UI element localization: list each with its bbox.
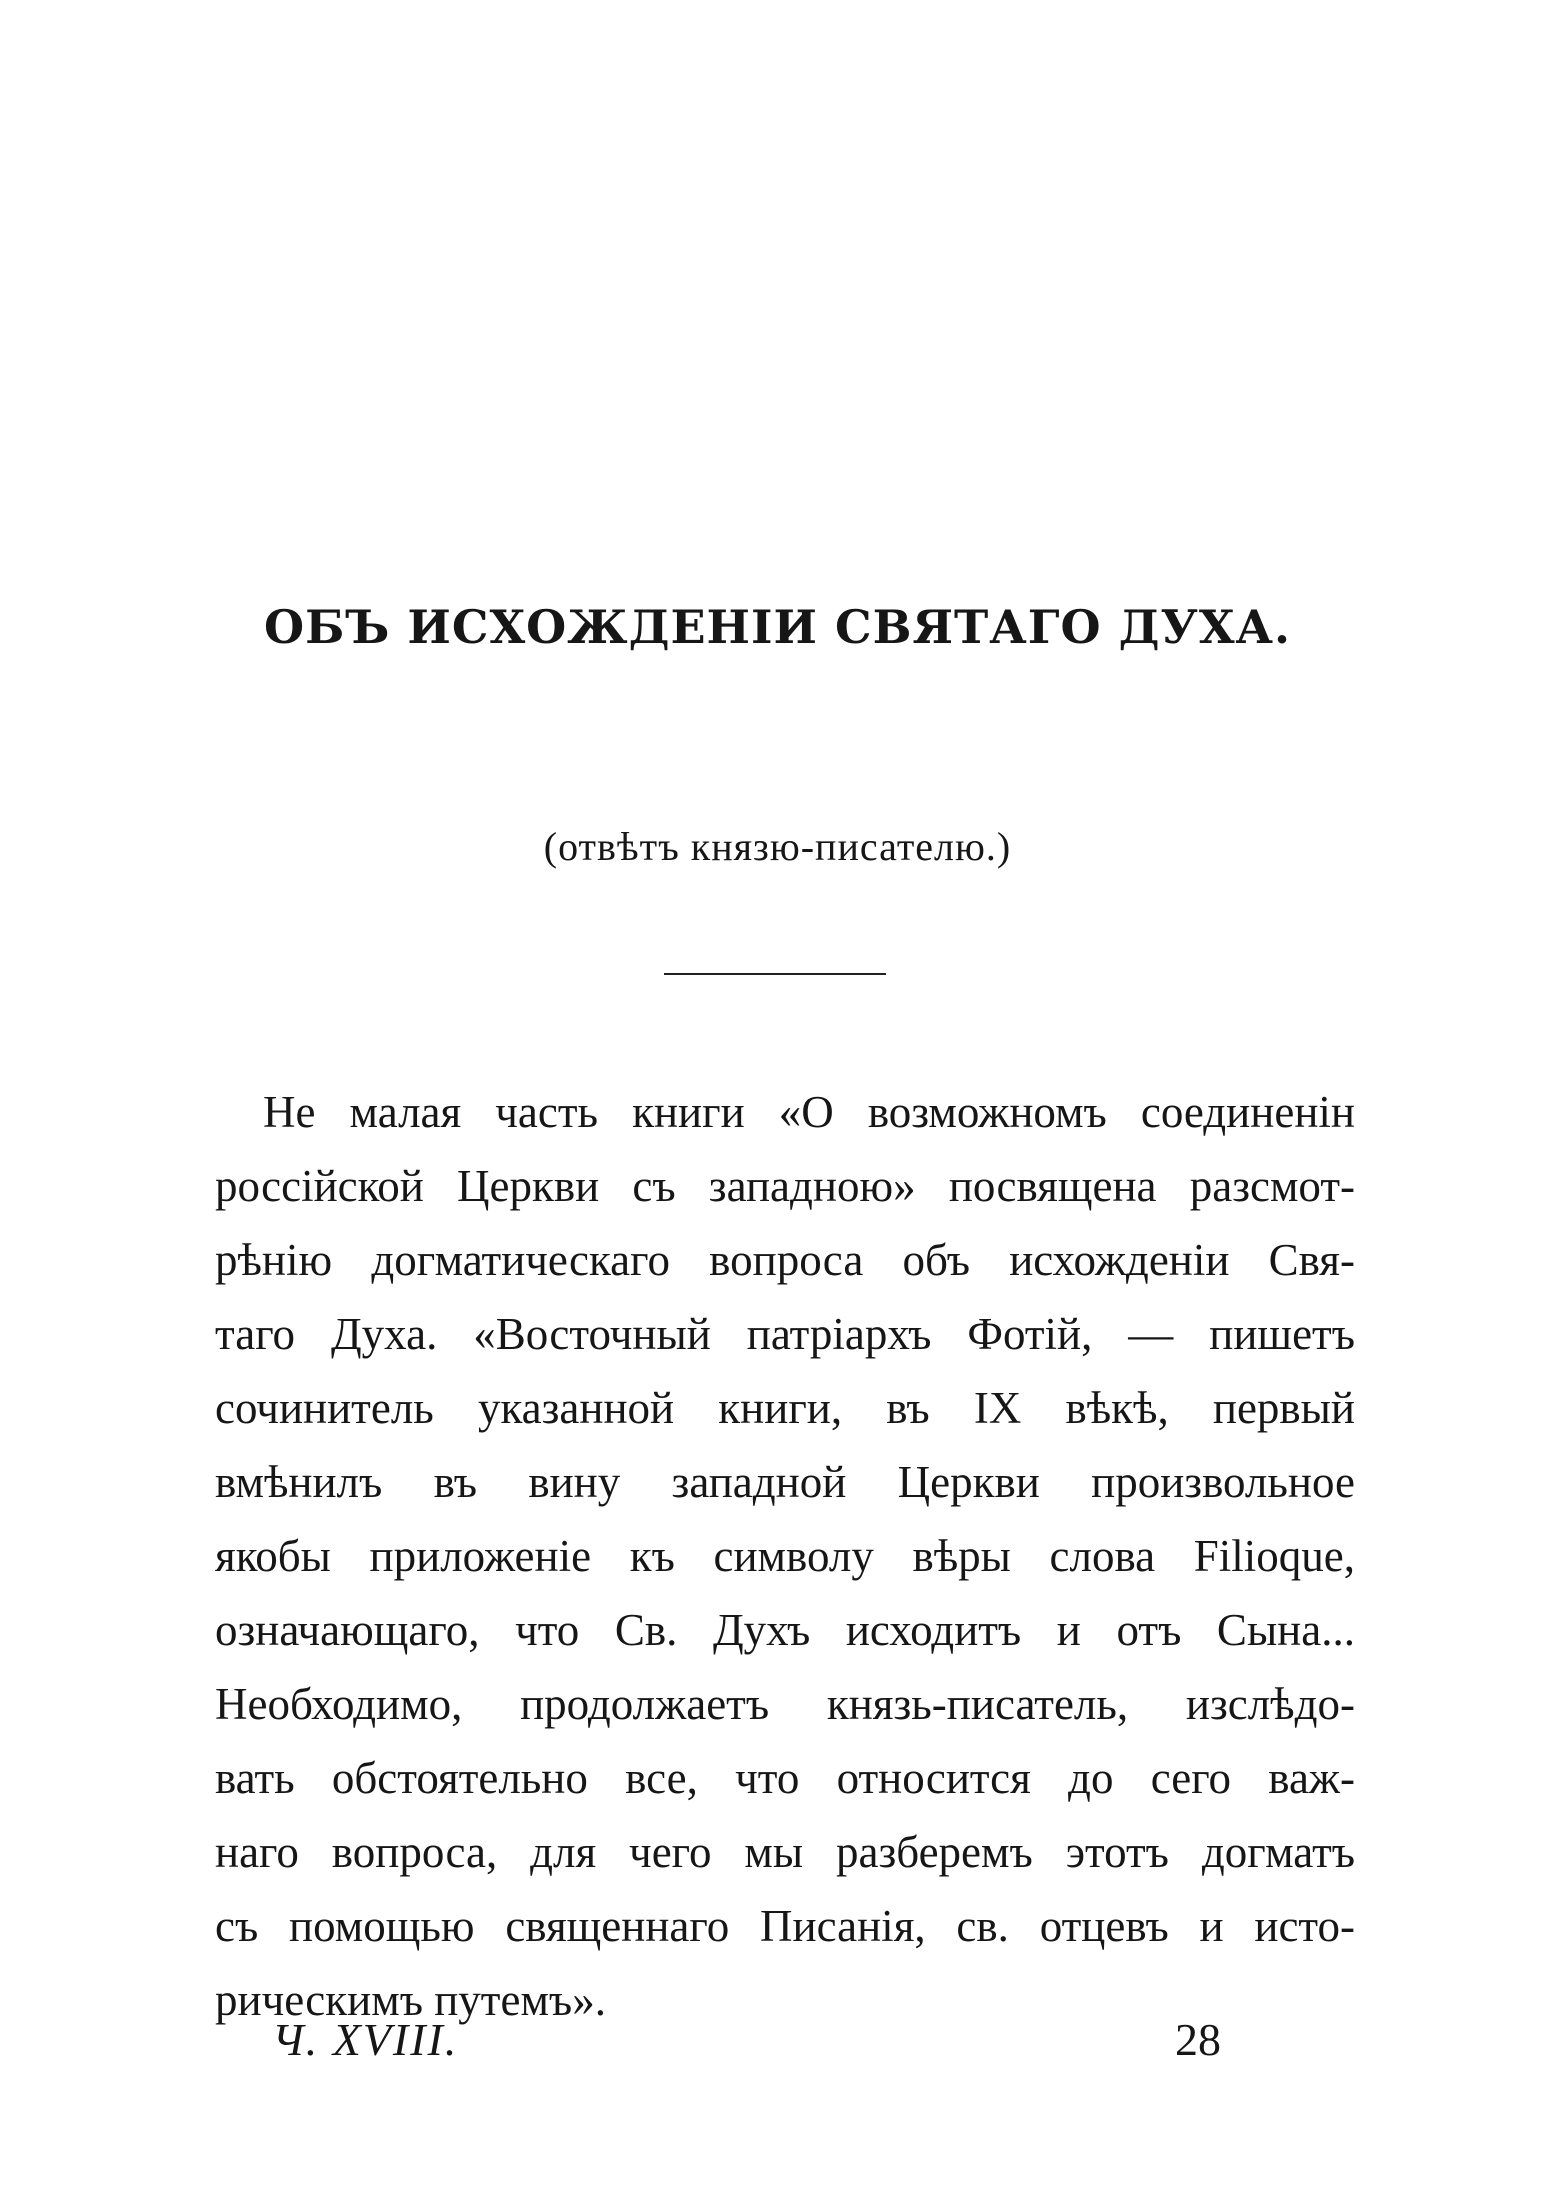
text-line: Не малая часть книги «О возможномъ соединенін (263, 1087, 1355, 1137)
text-line: таго Духа. «Восточный патріархъ Фотій, — пишетъ (215, 1309, 1355, 1359)
text-line: съ помощью священнаго Писанія, св. отцевъ и исто- (215, 1901, 1355, 1951)
page-title: ОБЪ ИСХОЖДЕНІИ СВЯТАГО ДУХА. (264, 600, 1291, 654)
page-subtitle: (отвѣтъ князю-писателю.) (543, 824, 1012, 869)
body-paragraph (215, 1075, 1355, 2037)
text-line: вмѣнилъ въ вину западной Церкви произвольное (215, 1457, 1355, 1507)
page-number: 28 (1175, 2014, 1221, 2065)
text-line: означающаго, что Св. Духъ исходитъ и отъ Сына... (215, 1605, 1355, 1655)
title-divider (664, 973, 886, 975)
text-line: якобы приложеніе къ символу вѣры слова Filioque, (215, 1531, 1355, 1581)
text-line: рическимъ путемъ». (215, 1975, 606, 2025)
text-line: Необходимо, продолжаетъ князь-писатель, изслѣдо- (215, 1679, 1355, 1729)
text-line: рѣнію догматическаго вопроса объ исхожденіи Свя- (215, 1235, 1355, 1285)
text-line: вать обстоятельно все, что относится до сего важ- (215, 1753, 1355, 1803)
signature-mark: Ч. XVIII. (272, 2014, 459, 2065)
text-line: наго вопроса, для чего мы разберемъ этотъ догматъ (215, 1827, 1355, 1877)
text-line: сочинитель указанной книги, въ IX вѣкѣ, первый (215, 1383, 1355, 1433)
text-line: россійской Церкви съ западною» посвящена разсмот- (215, 1161, 1355, 1211)
